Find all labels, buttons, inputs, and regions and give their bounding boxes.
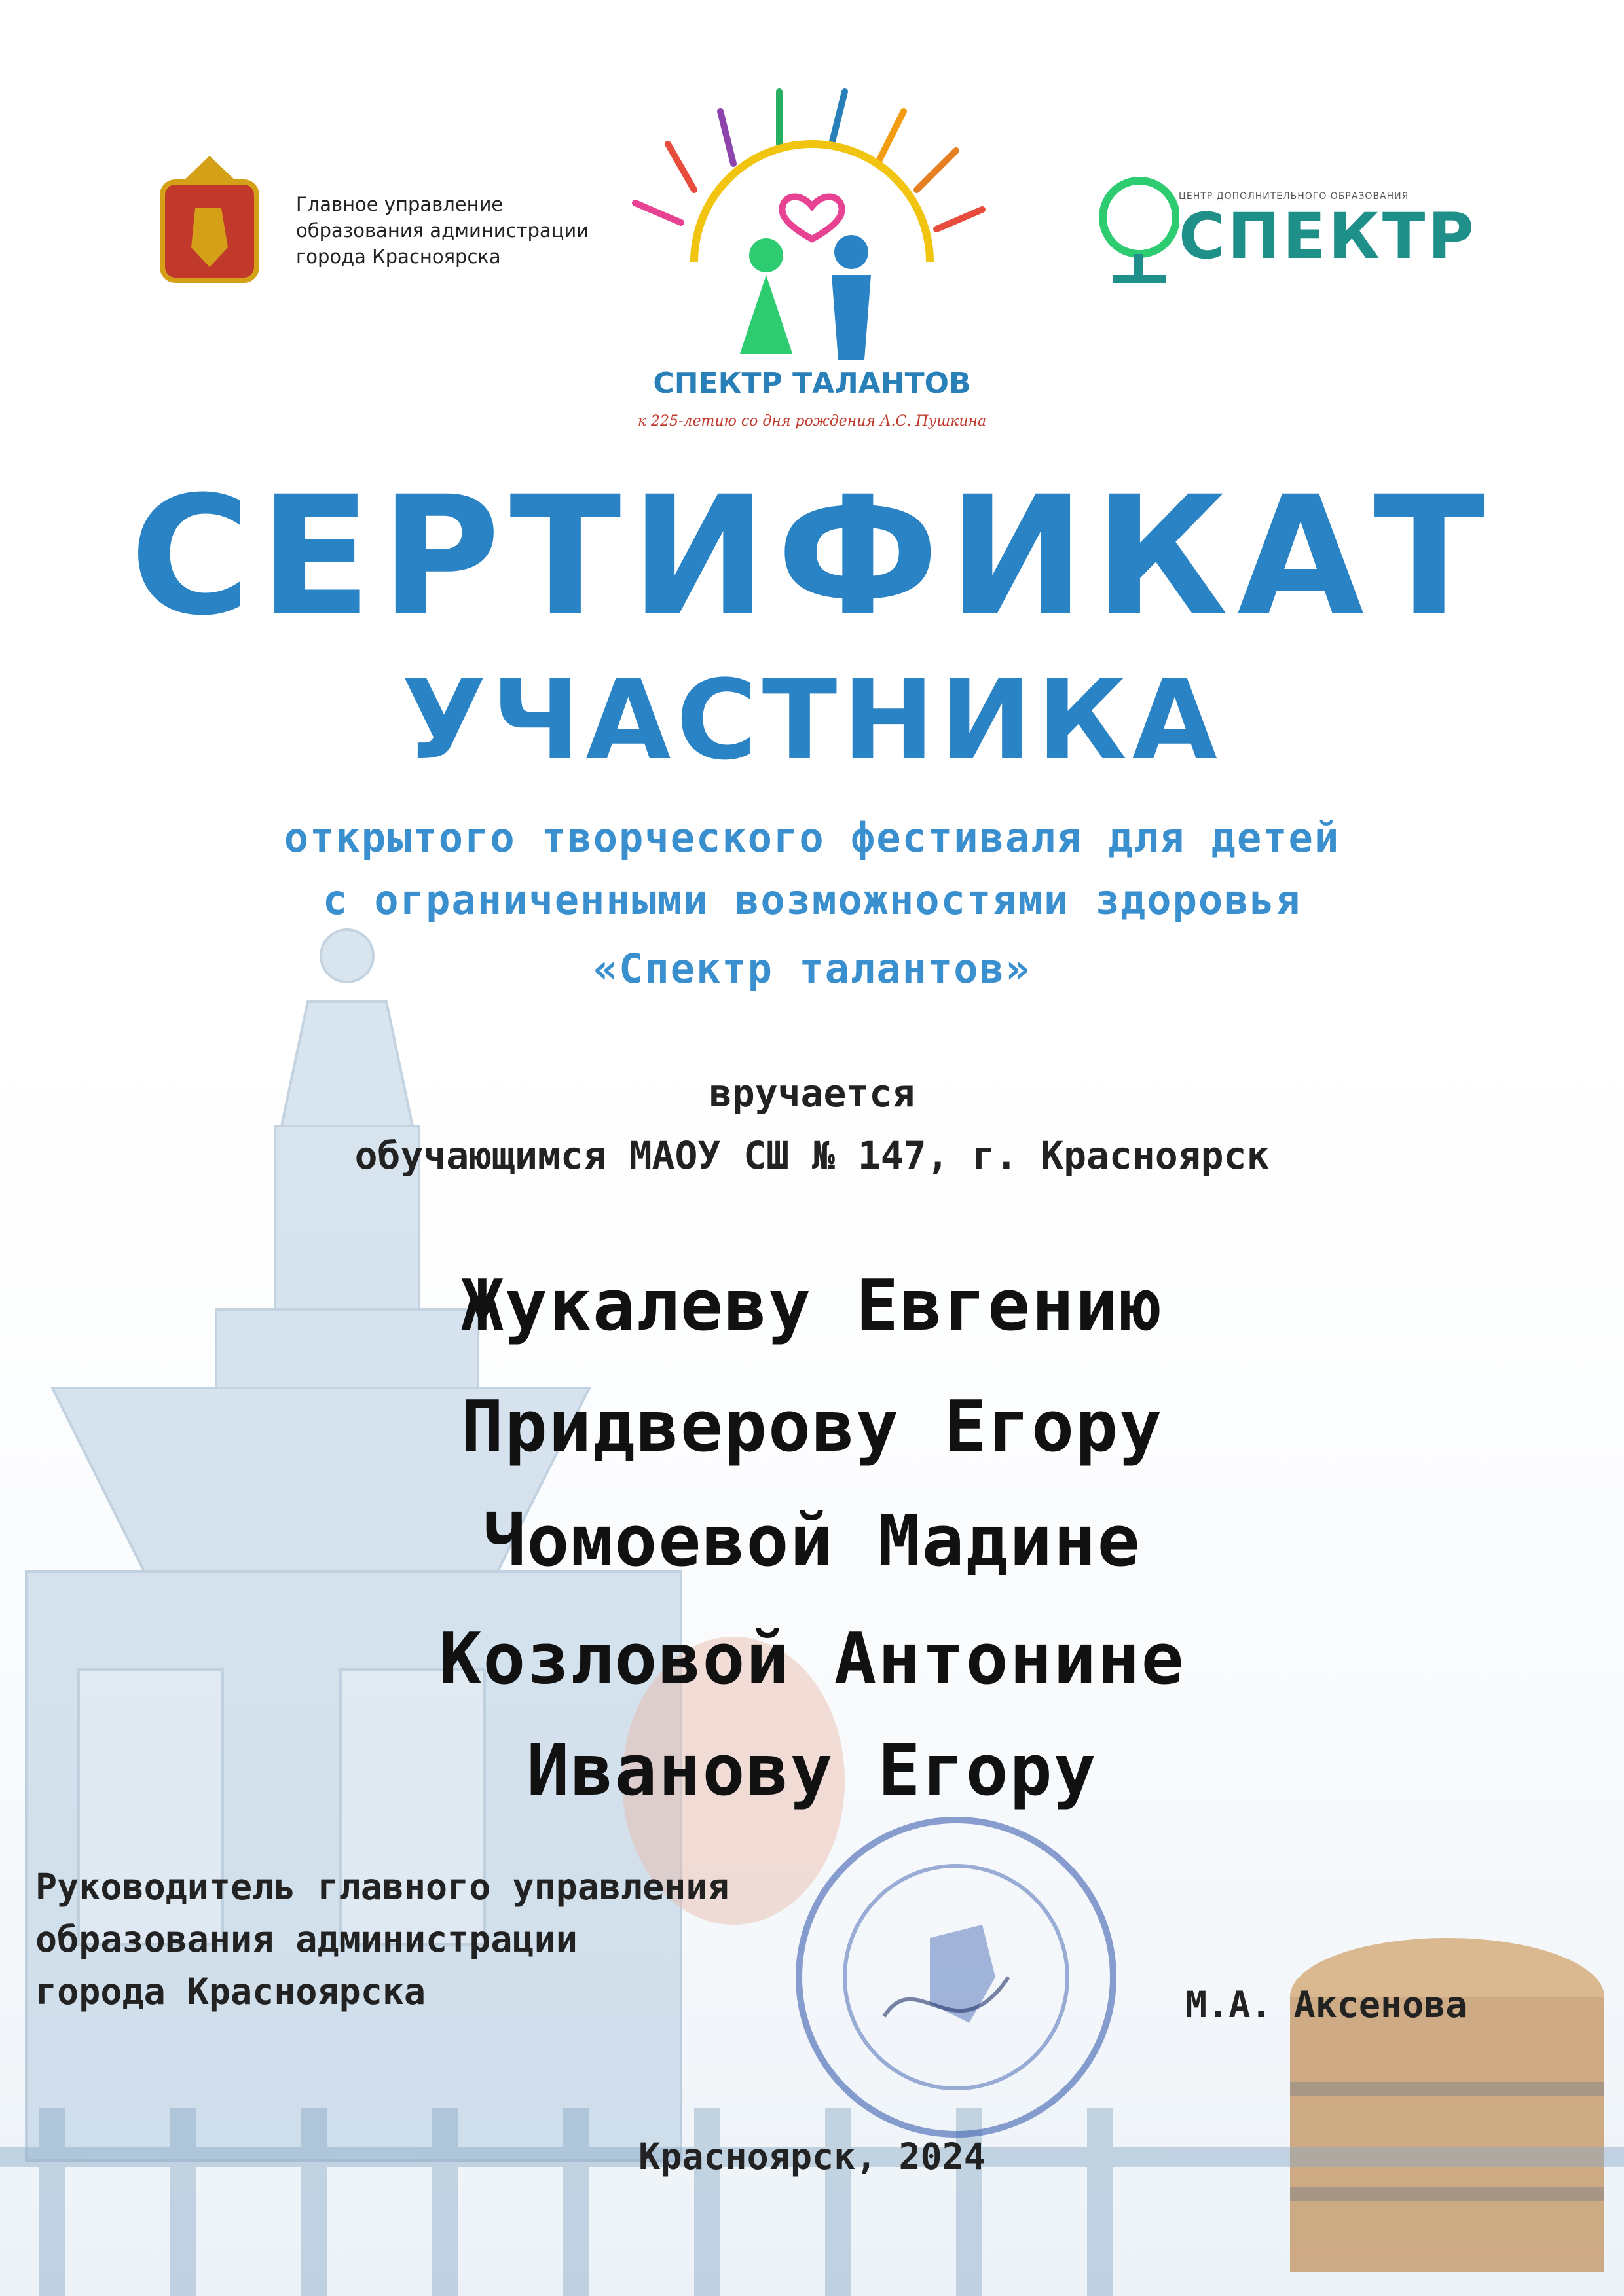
official-stamp	[786, 1807, 1126, 2147]
festival-description-line: с ограниченными возможностями здоровья	[322, 876, 1302, 924]
recipient-name: Жукалеву Евгению	[460, 1265, 1164, 1347]
coat-of-arms-emblem	[156, 156, 263, 287]
recipient-name: Иванову Егору	[526, 1730, 1098, 1812]
signatory-position-line: города Красноярска	[35, 1971, 426, 2013]
recipient-name: Придверову Егору	[460, 1386, 1164, 1468]
recipient-name: Чомоевой Мадине	[483, 1501, 1141, 1582]
certificate-subtitle-title: УЧАСТНИКА	[401, 656, 1223, 784]
certificate-title: СЕРТИФИКАТ	[130, 461, 1494, 651]
org-name	[296, 191, 597, 270]
place-and-year: Красноярск, 2024	[638, 2136, 986, 2178]
org-line: образования администрации	[296, 219, 589, 242]
festival-logo-arc-text: к 225-летию со дня рождения А.С. Пушкина	[637, 413, 987, 429]
recipient-name: Козловой Антонине	[439, 1618, 1185, 1700]
spektr-logo-caption: ЦЕНТР ДОПОЛНИТЕЛЬНОГО ОБРАЗОВАНИЯ	[1179, 191, 1409, 202]
recipient-school: обучающимся МАОУ СШ № 147, г. Красноярск	[354, 1133, 1270, 1178]
org-line: Главное управление	[296, 193, 504, 215]
festival-logo	[616, 65, 1008, 458]
signatory-position	[35, 1861, 729, 2018]
signatory-position-line: Руководитель главного управления	[35, 1866, 729, 1908]
festival-name: «Спектр талантов»	[593, 945, 1031, 993]
signatory-name: М.А. Аксенова	[1185, 1984, 1467, 2026]
spektr-logo-icon	[1094, 172, 1179, 289]
org-line: города Красноярска	[296, 246, 501, 268]
awarded-label: вручается	[709, 1071, 915, 1116]
signatory-position-line: образования администрации	[35, 1918, 578, 1960]
spektr-logo-word: СПЕКТР	[1179, 200, 1477, 273]
festival-description-line: открытого творческого фестиваля для детей	[284, 814, 1340, 862]
festival-logo-word: СПЕКТР ТАЛАНТОВ	[653, 367, 971, 400]
